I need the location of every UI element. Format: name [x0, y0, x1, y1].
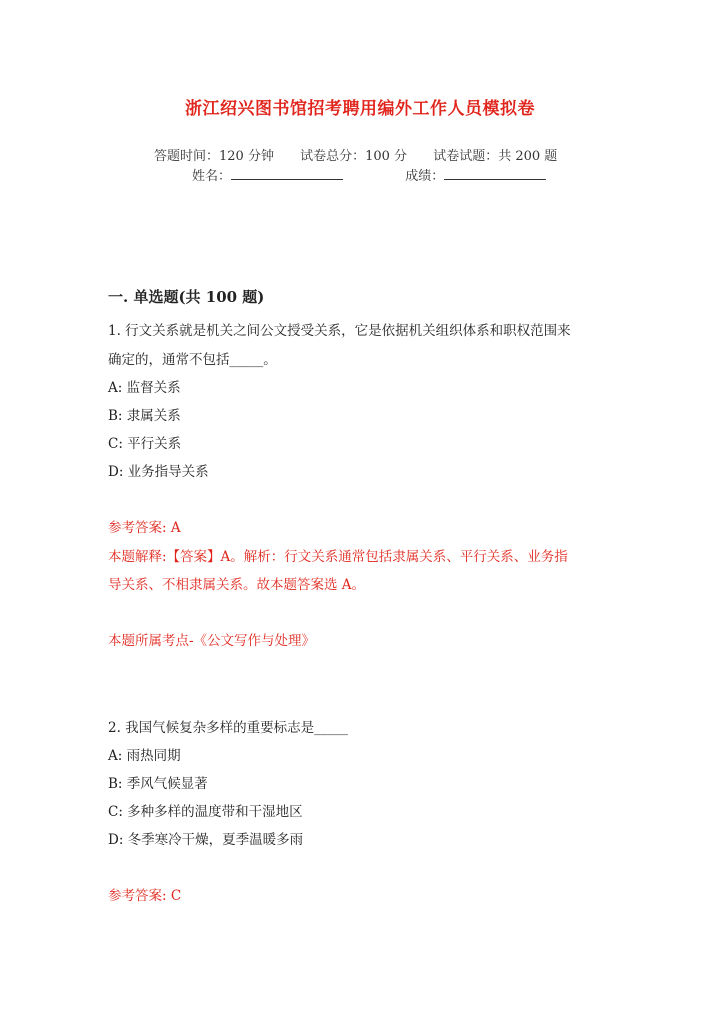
question-2-option-d: D: 冬季寒冷干燥，夏季温暖多雨: [108, 832, 304, 848]
score-blank: [444, 166, 546, 180]
candidate-info-line: [192, 165, 546, 184]
score-label: 成绩：: [405, 169, 445, 184]
question-1-stem-line2: 确定的，通常不包括_____。: [108, 352, 277, 368]
question-2-answer: 参考答案: C: [108, 888, 182, 904]
question-1-topic: 本题所属考点-《公文写作与处理》: [108, 633, 316, 649]
question-2-stem: 2. 我国气候复杂多样的重要标志是_____: [108, 720, 348, 736]
question-2-option-a: A: 雨热同期: [108, 748, 181, 764]
exam-total-score: 试卷总分：100 分: [300, 149, 408, 164]
question-2-option-b: B: 季风气候显著: [108, 776, 208, 792]
question-1-explanation-line2: 导关系、不相隶属关系。故本题答案选 A。: [108, 577, 366, 593]
question-1-option-a: A: 监督关系: [108, 380, 181, 396]
question-1-option-b: B: 隶属关系: [108, 408, 181, 424]
name-blank: [231, 166, 343, 180]
question-1-stem-line1: 1. 行文关系就是机关之间公文授受关系，它是依据机关组织体系和职权范围来: [108, 323, 571, 339]
question-2-option-c: C: 多种多样的温度带和干湿地区: [108, 804, 303, 820]
question-1-option-c: C: 平行关系: [108, 436, 182, 452]
exam-info-line: [154, 145, 579, 164]
exam-question-count: 试卷试题：共 200 题: [433, 149, 558, 164]
exam-title: 浙江绍兴图书馆招考聘用编外工作人员模拟卷: [185, 99, 535, 119]
name-label: 姓名：: [192, 169, 232, 184]
question-1-option-d: D: 业务指导关系: [108, 464, 209, 480]
question-1-answer: 参考答案: A: [108, 520, 181, 536]
section-title: 一. 单选题(共 100 题): [108, 288, 265, 306]
question-1-explanation-line1: 本题解释:【答案】A。解析：行文关系通常包括隶属关系、平行关系、业务指: [108, 549, 568, 565]
exam-time: 答题时间：120 分钟: [154, 149, 274, 164]
